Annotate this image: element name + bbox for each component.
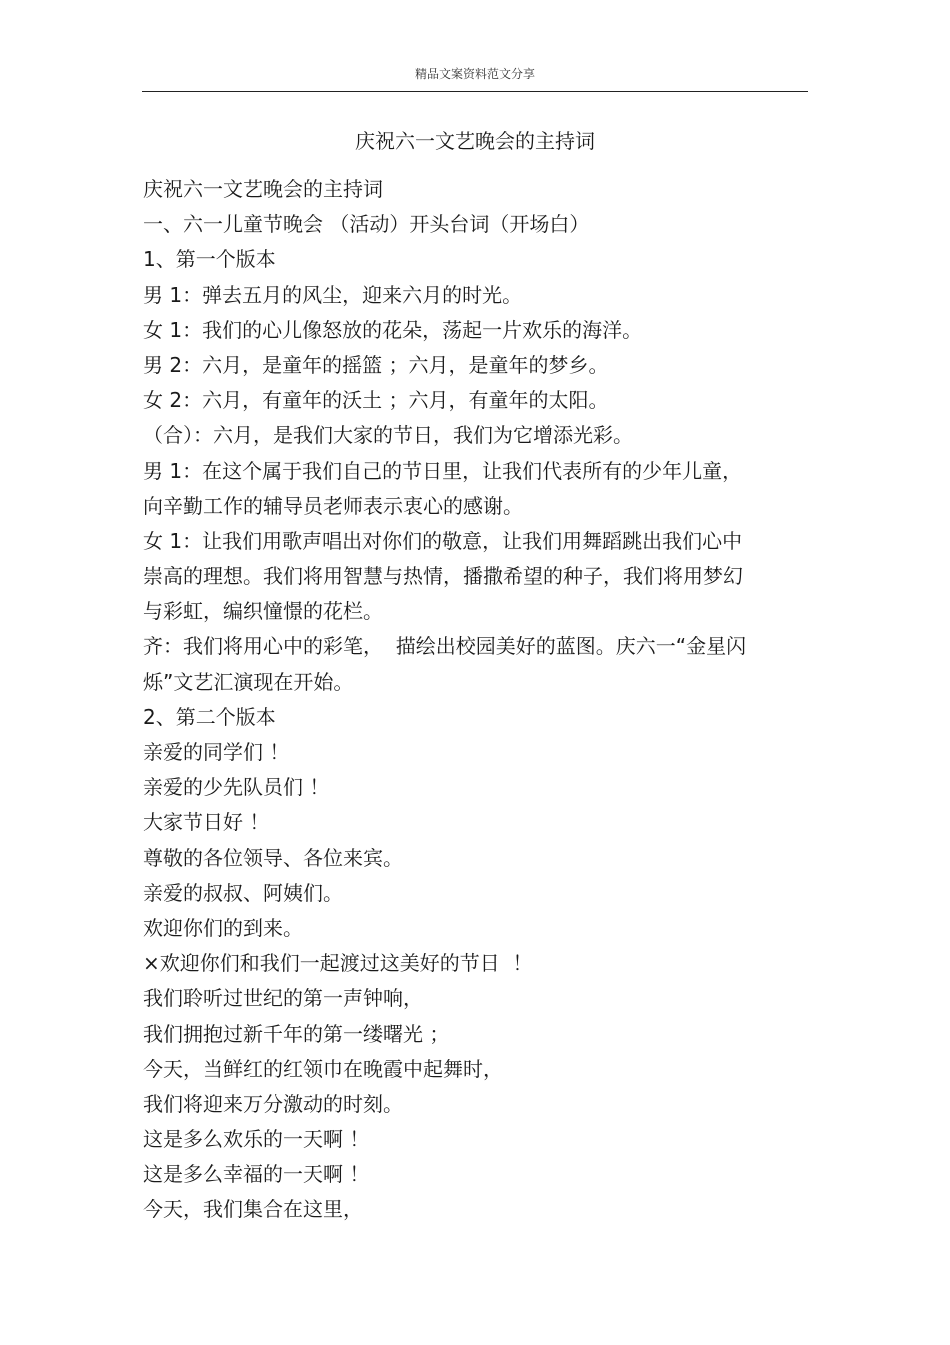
text-line: 今天，我们集合在这里，: [143, 1197, 363, 1222]
text-line: 亲爱的少先队员们 ！: [143, 775, 330, 800]
text-line: 与彩虹，编织憧憬的花栏。: [143, 599, 383, 624]
document-body: [143, 172, 808, 1228]
text-line: 女 1：我们的心儿像怒放的花朵，荡起一片欢乐的海洋。: [143, 317, 643, 342]
text-line: 大家节日好 ！: [143, 810, 270, 835]
text-line: 向辛勤工作的辅导员老师表示衷心的感谢。: [143, 493, 523, 518]
text-line: 欢迎你们的到来。: [143, 915, 303, 940]
text-line: 烁”文艺汇演现在开始。: [143, 669, 354, 694]
document-title: 庆祝六一文艺晚会的主持词: [355, 129, 595, 153]
text-line: 这是多么幸福的一天啊 ！: [143, 1162, 370, 1187]
text-line: 2、第二个版本: [143, 704, 276, 729]
header-divider: [142, 91, 808, 92]
text-line: 1、第一个版本: [143, 247, 276, 272]
text-line: 尊敬的各位领导、各位来宾。: [143, 845, 403, 870]
text-line: 我们将迎来万分激动的时刻。: [143, 1091, 403, 1116]
running-header: 精品文案资料范文分享: [414, 67, 535, 81]
text-line: 亲爱的叔叔、阿姨们。: [143, 880, 343, 905]
text-line: （合）：六月，是我们大家的节日，我们为它增添光彩。: [143, 423, 633, 448]
text-line: 齐：我们将用心中的彩笔， 描绘出校园美好的蓝图。庆六一“金星闪: [143, 634, 747, 659]
text-line: 我们聆听过世纪的第一声钟响，: [143, 986, 423, 1011]
text-line: ×欢迎你们和我们一起渡过这美好的节日 ！: [143, 951, 533, 976]
text-line: 男 1：在这个属于我们自己的节日里，让我们代表所有的少年儿童，: [143, 458, 743, 483]
text-line: 一、六一儿童节晚会 （活动）开头台词（开场白）: [143, 212, 590, 237]
text-line: 今天，当鲜红的红领巾在晚霞中起舞时，: [143, 1056, 503, 1081]
text-line: 男 1：弹去五月的风尘，迎来六月的时光。: [143, 282, 523, 307]
text-line: 崇高的理想。我们将用智慧与热情，播撒希望的种子，我们将用梦幻: [143, 564, 743, 589]
text-line: 女 2：六月，有童年的沃土 ；六月，有童年的太阳。: [143, 388, 609, 413]
text-line: 男 2：六月，是童年的摇篮 ；六月，是童年的梦乡。: [143, 352, 609, 377]
text-line: 亲爱的同学们 ！: [143, 740, 290, 764]
text-line: 我们拥抱过新千年的第一缕曙光 ；: [143, 1021, 450, 1046]
text-line: 这是多么欢乐的一天啊 ！: [143, 1127, 370, 1152]
text-line: 女 1：让我们用歌声唱出对你们的敬意，让我们用舞蹈跳出我们心中: [143, 528, 743, 553]
text-line: 庆祝六一文艺晚会的主持词: [143, 177, 383, 201]
